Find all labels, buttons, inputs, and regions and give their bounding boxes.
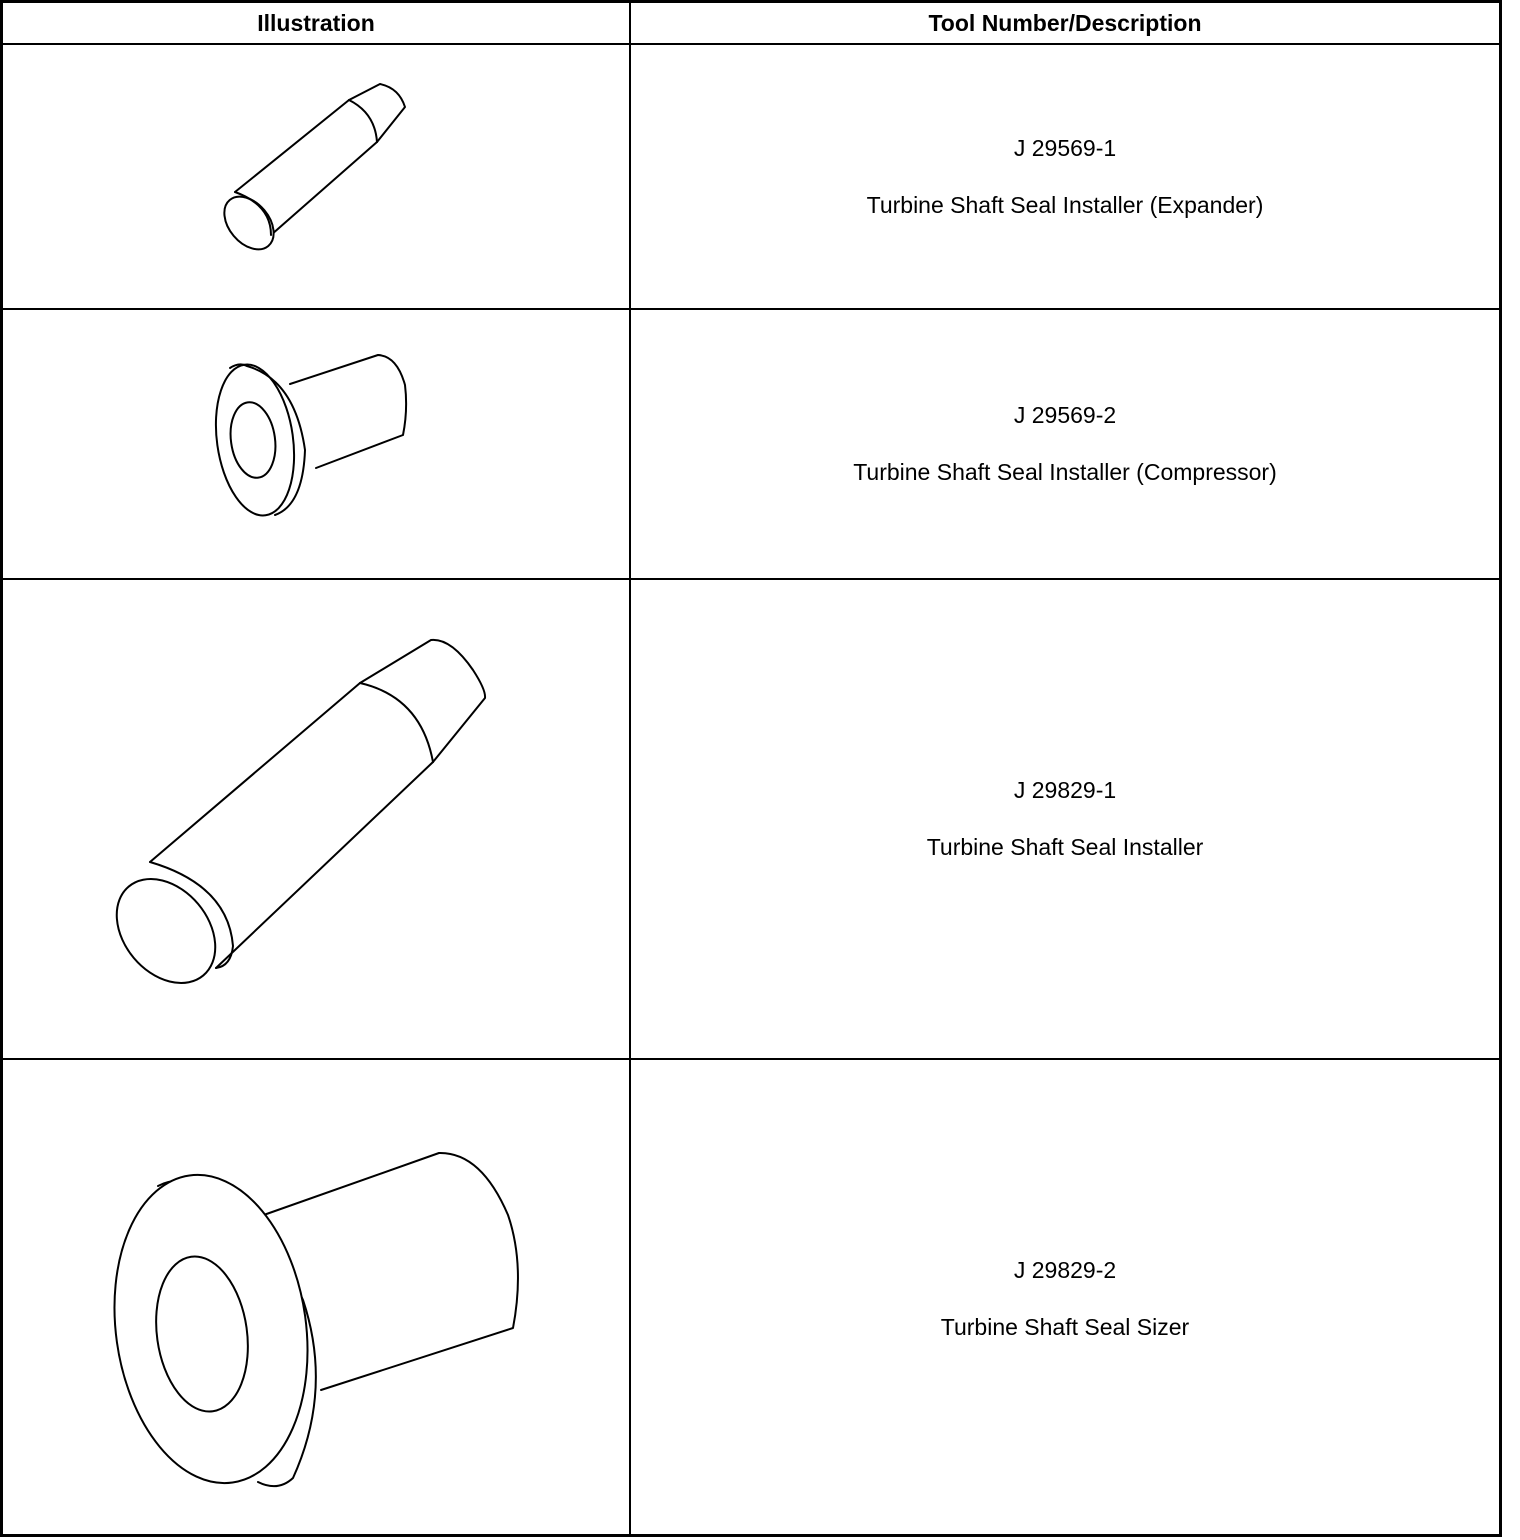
table-row-description — [631, 1060, 1499, 1537]
tool-description: Turbine Shaft Seal Installer (Expander) — [866, 191, 1264, 218]
seal-expander-icon — [3, 45, 629, 308]
header-illustration: Illustration — [257, 9, 375, 36]
table-row-illustration — [3, 580, 629, 1058]
table-row-description — [631, 45, 1499, 308]
table-row-illustration — [3, 310, 629, 578]
table-row-description — [631, 580, 1499, 1058]
seal-installer-icon — [3, 580, 629, 1058]
table-row-illustration — [3, 1060, 629, 1537]
seal-compressor-icon — [3, 310, 629, 578]
tool-description: Turbine Shaft Seal Installer (Compressor) — [853, 459, 1277, 485]
seal-sizer-icon — [3, 1060, 629, 1537]
tool-number: J 29569-1 — [1013, 134, 1117, 161]
table-row-illustration — [3, 45, 629, 308]
tool-number: J 29829-2 — [1013, 1256, 1117, 1283]
header-tool-description: Tool Number/Description — [928, 9, 1202, 36]
tool-description: Turbine Shaft Seal Sizer — [940, 1313, 1190, 1340]
tool-number: J 29569-2 — [1013, 402, 1117, 428]
tool-description: Turbine Shaft Seal Installer — [926, 834, 1204, 860]
table-row-description — [631, 310, 1499, 578]
tool-number: J 29829-1 — [1013, 777, 1117, 803]
